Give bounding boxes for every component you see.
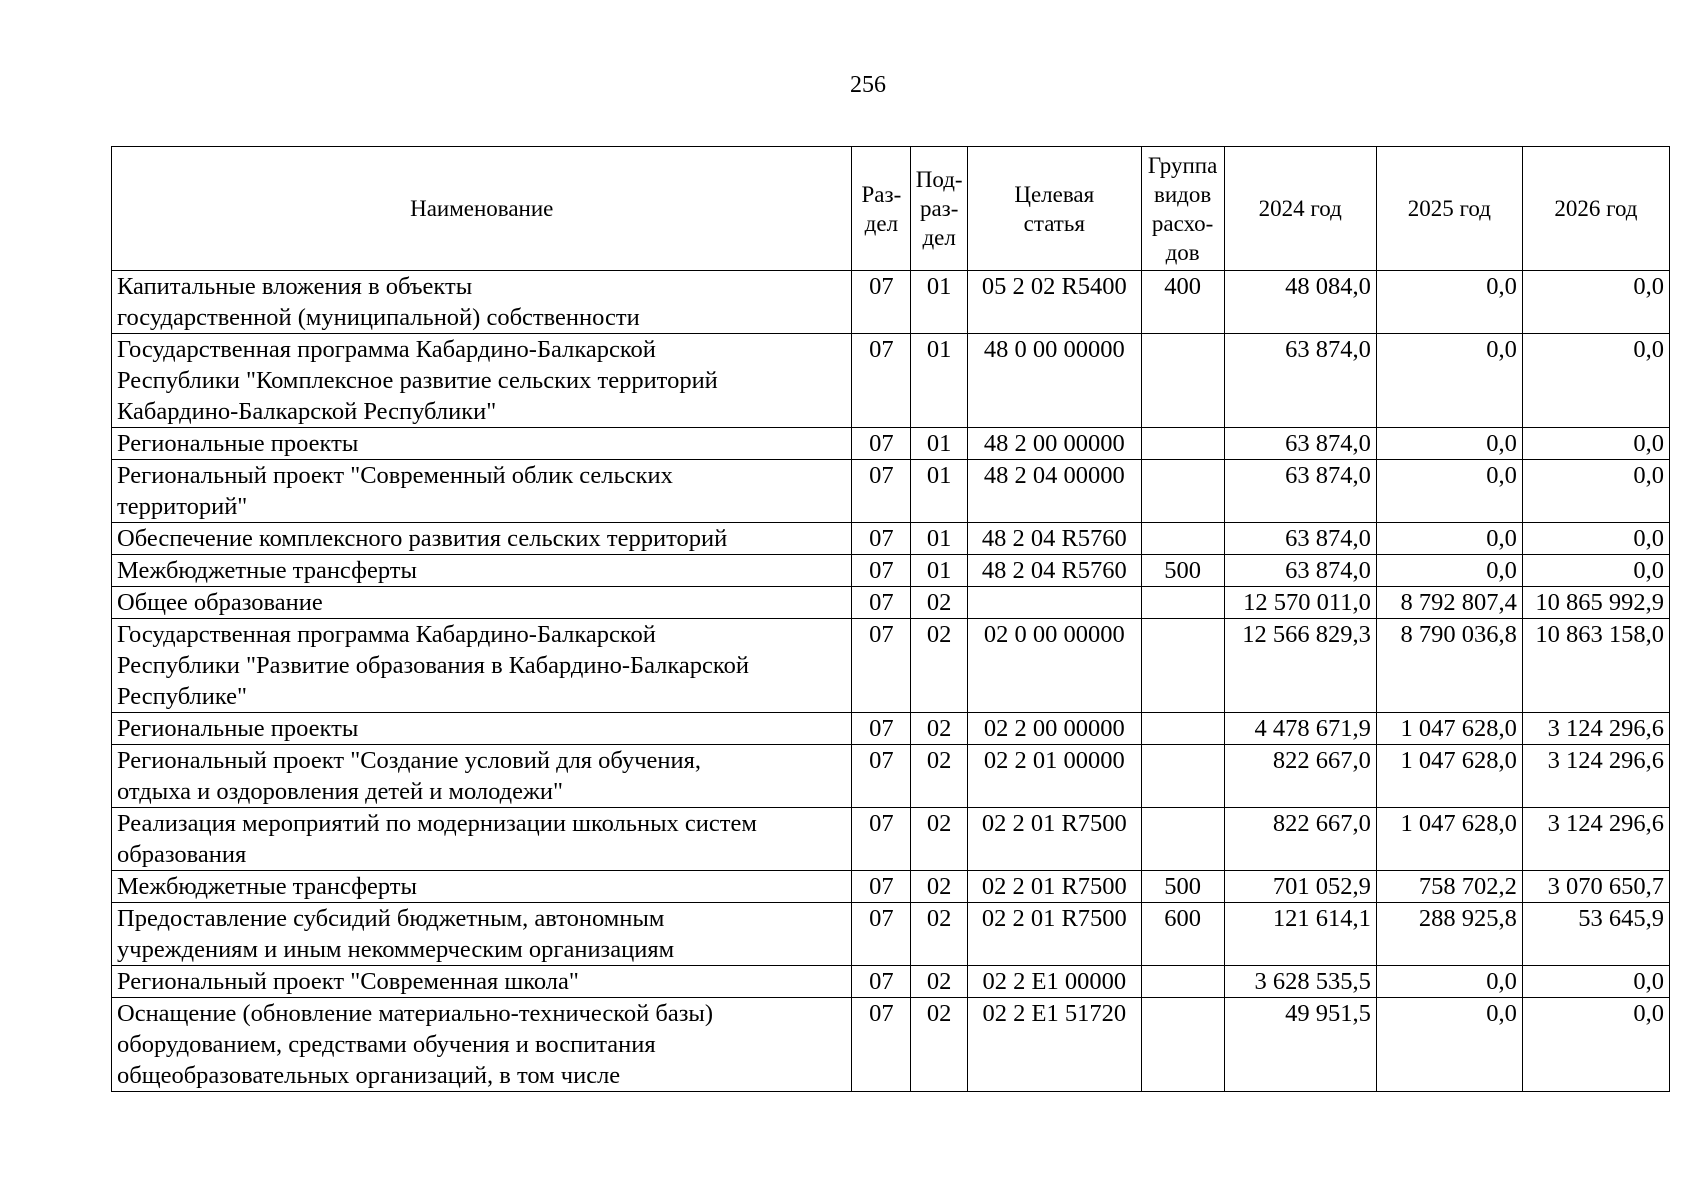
table-body [112, 271, 1670, 1092]
cell-2025: 0,0 [1376, 998, 1522, 1092]
page-number: 256 [850, 72, 886, 98]
cell-celevaya-statya: 02 2 01 00000 [968, 745, 1141, 808]
cell-gruppa-vidov [1141, 460, 1224, 523]
cell-podrazdel: 01 [911, 460, 968, 523]
cell-podrazdel: 02 [911, 587, 968, 619]
cell-2025: 1 047 628,0 [1376, 745, 1522, 808]
header-2026: 2026 год [1522, 147, 1669, 271]
cell-razdel: 07 [852, 428, 911, 460]
table-row [112, 523, 1670, 555]
header-gruppa-vidov: Группа видов расхо- дов [1141, 147, 1224, 271]
cell-podrazdel: 01 [911, 334, 968, 428]
cell-name: Региональные проекты [112, 713, 852, 745]
cell-celevaya-statya: 02 0 00 00000 [968, 619, 1141, 713]
cell-name: Межбюджетные трансферты [112, 555, 852, 587]
table-row [112, 713, 1670, 745]
cell-podrazdel: 02 [911, 713, 968, 745]
cell-2025: 0,0 [1376, 523, 1522, 555]
cell-2025: 758 702,2 [1376, 871, 1522, 903]
cell-2025: 1 047 628,0 [1376, 713, 1522, 745]
cell-celevaya-statya: 05 2 02 R5400 [968, 271, 1141, 334]
cell-2025: 0,0 [1376, 460, 1522, 523]
cell-celevaya-statya: 02 2 01 R7500 [968, 871, 1141, 903]
cell-gruppa-vidov: 400 [1141, 271, 1224, 334]
cell-podrazdel: 01 [911, 271, 968, 334]
table-row [112, 871, 1670, 903]
cell-2026: 0,0 [1522, 966, 1669, 998]
cell-podrazdel: 02 [911, 619, 968, 713]
cell-2026: 0,0 [1522, 998, 1669, 1092]
cell-2026: 0,0 [1522, 523, 1669, 555]
cell-2024: 63 874,0 [1224, 428, 1376, 460]
cell-2026: 3 124 296,6 [1522, 808, 1669, 871]
cell-razdel: 07 [852, 745, 911, 808]
cell-celevaya-statya: 48 2 04 R5760 [968, 523, 1141, 555]
table-row [112, 555, 1670, 587]
table-row [112, 998, 1670, 1092]
cell-celevaya-statya: 02 2 01 R7500 [968, 808, 1141, 871]
cell-razdel: 07 [852, 460, 911, 523]
cell-2024: 63 874,0 [1224, 523, 1376, 555]
header-razdel: Раз- дел [852, 147, 911, 271]
table-row [112, 966, 1670, 998]
cell-name: Капитальные вложения в объекты государственной (муниципальной) собственности [112, 271, 852, 334]
cell-gruppa-vidov: 600 [1141, 903, 1224, 966]
cell-name: Межбюджетные трансферты [112, 871, 852, 903]
cell-2026: 3 124 296,6 [1522, 745, 1669, 808]
cell-podrazdel: 02 [911, 808, 968, 871]
table-row [112, 460, 1670, 523]
table-row [112, 619, 1670, 713]
cell-gruppa-vidov: 500 [1141, 555, 1224, 587]
cell-name: Региональные проекты [112, 428, 852, 460]
cell-2024: 49 951,5 [1224, 998, 1376, 1092]
cell-2024: 48 084,0 [1224, 271, 1376, 334]
cell-2024: 701 052,9 [1224, 871, 1376, 903]
cell-razdel: 07 [852, 713, 911, 745]
cell-2025: 0,0 [1376, 428, 1522, 460]
cell-podrazdel: 02 [911, 871, 968, 903]
cell-name: Государственная программа Кабардино-Балкарской Республики "Развитие образования в Кабардино-Балкарской Республике" [112, 619, 852, 713]
header-2025: 2025 год [1376, 147, 1522, 271]
cell-2026: 0,0 [1522, 460, 1669, 523]
cell-podrazdel: 01 [911, 428, 968, 460]
cell-2025: 0,0 [1376, 271, 1522, 334]
cell-gruppa-vidov [1141, 966, 1224, 998]
cell-name: Региональный проект "Современная школа" [112, 966, 852, 998]
cell-podrazdel: 02 [911, 903, 968, 966]
cell-podrazdel: 01 [911, 555, 968, 587]
cell-2024: 121 614,1 [1224, 903, 1376, 966]
table-row [112, 334, 1670, 428]
cell-2025: 0,0 [1376, 334, 1522, 428]
cell-gruppa-vidov: 500 [1141, 871, 1224, 903]
cell-celevaya-statya [968, 587, 1141, 619]
cell-2026: 10 865 992,9 [1522, 587, 1669, 619]
cell-name: Обеспечение комплексного развития сельских территорий [112, 523, 852, 555]
cell-name: Государственная программа Кабардино-Балкарской Республики "Комплексное развитие сельских территорий Кабардино-Балкарской Республики" [112, 334, 852, 428]
cell-name: Реализация мероприятий по модернизации школьных систем образования [112, 808, 852, 871]
cell-2026: 3 124 296,6 [1522, 713, 1669, 745]
cell-celevaya-statya: 48 2 00 00000 [968, 428, 1141, 460]
cell-2024: 4 478 671,9 [1224, 713, 1376, 745]
cell-razdel: 07 [852, 334, 911, 428]
cell-razdel: 07 [852, 619, 911, 713]
header-celevaya-statya: Целевая статья [968, 147, 1141, 271]
cell-gruppa-vidov [1141, 713, 1224, 745]
cell-celevaya-statya: 02 2 00 00000 [968, 713, 1141, 745]
cell-2025: 8 792 807,4 [1376, 587, 1522, 619]
cell-2024: 63 874,0 [1224, 460, 1376, 523]
cell-podrazdel: 01 [911, 523, 968, 555]
cell-name: Предоставление субсидий бюджетным, автономным учреждениям и иным некоммерческим организациям [112, 903, 852, 966]
cell-celevaya-statya: 48 2 04 00000 [968, 460, 1141, 523]
cell-name: Оснащение (обновление материально-технической базы) оборудованием, средствами обучения и воспитания общеобразовательных организаций, в том числе [112, 998, 852, 1092]
cell-razdel: 07 [852, 555, 911, 587]
cell-2024: 63 874,0 [1224, 334, 1376, 428]
cell-podrazdel: 02 [911, 998, 968, 1092]
table-row [112, 745, 1670, 808]
cell-razdel: 07 [852, 998, 911, 1092]
cell-gruppa-vidov [1141, 587, 1224, 619]
cell-name: Региональный проект "Современный облик сельских территорий" [112, 460, 852, 523]
cell-2025: 0,0 [1376, 555, 1522, 587]
cell-2024: 822 667,0 [1224, 745, 1376, 808]
cell-razdel: 07 [852, 808, 911, 871]
cell-gruppa-vidov [1141, 998, 1224, 1092]
cell-gruppa-vidov [1141, 428, 1224, 460]
cell-2026: 53 645,9 [1522, 903, 1669, 966]
table-row [112, 808, 1670, 871]
cell-razdel: 07 [852, 587, 911, 619]
cell-2026: 3 070 650,7 [1522, 871, 1669, 903]
cell-podrazdel: 02 [911, 966, 968, 998]
budget-table [111, 146, 1670, 1092]
cell-razdel: 07 [852, 523, 911, 555]
cell-name: Региональный проект "Создание условий для обучения, отдыха и оздоровления детей и молодежи" [112, 745, 852, 808]
header-name: Наименование [112, 147, 852, 271]
cell-2024: 822 667,0 [1224, 808, 1376, 871]
cell-2026: 10 863 158,0 [1522, 619, 1669, 713]
cell-celevaya-statya: 48 0 00 00000 [968, 334, 1141, 428]
cell-gruppa-vidov [1141, 745, 1224, 808]
header-2024: 2024 год [1224, 147, 1376, 271]
cell-2024: 3 628 535,5 [1224, 966, 1376, 998]
cell-celevaya-statya: 02 2 E1 51720 [968, 998, 1141, 1092]
cell-2024: 63 874,0 [1224, 555, 1376, 587]
cell-gruppa-vidov [1141, 334, 1224, 428]
cell-2025: 0,0 [1376, 966, 1522, 998]
cell-celevaya-statya: 02 2 01 R7500 [968, 903, 1141, 966]
cell-2026: 0,0 [1522, 334, 1669, 428]
cell-gruppa-vidov [1141, 619, 1224, 713]
cell-razdel: 07 [852, 871, 911, 903]
table-row [112, 428, 1670, 460]
table-header-row [112, 147, 1670, 271]
header-podrazdel: Под- раз- дел [911, 147, 968, 271]
cell-name: Общее образование [112, 587, 852, 619]
cell-celevaya-statya: 48 2 04 R5760 [968, 555, 1141, 587]
cell-2026: 0,0 [1522, 428, 1669, 460]
cell-gruppa-vidov [1141, 523, 1224, 555]
cell-razdel: 07 [852, 966, 911, 998]
cell-2024: 12 570 011,0 [1224, 587, 1376, 619]
cell-2024: 12 566 829,3 [1224, 619, 1376, 713]
cell-2026: 0,0 [1522, 555, 1669, 587]
table-row [112, 271, 1670, 334]
cell-2025: 1 047 628,0 [1376, 808, 1522, 871]
cell-2025: 288 925,8 [1376, 903, 1522, 966]
table-row [112, 587, 1670, 619]
cell-gruppa-vidov [1141, 808, 1224, 871]
cell-razdel: 07 [852, 271, 911, 334]
table-row [112, 903, 1670, 966]
cell-2026: 0,0 [1522, 271, 1669, 334]
cell-podrazdel: 02 [911, 745, 968, 808]
cell-razdel: 07 [852, 903, 911, 966]
cell-2025: 8 790 036,8 [1376, 619, 1522, 713]
cell-celevaya-statya: 02 2 E1 00000 [968, 966, 1141, 998]
